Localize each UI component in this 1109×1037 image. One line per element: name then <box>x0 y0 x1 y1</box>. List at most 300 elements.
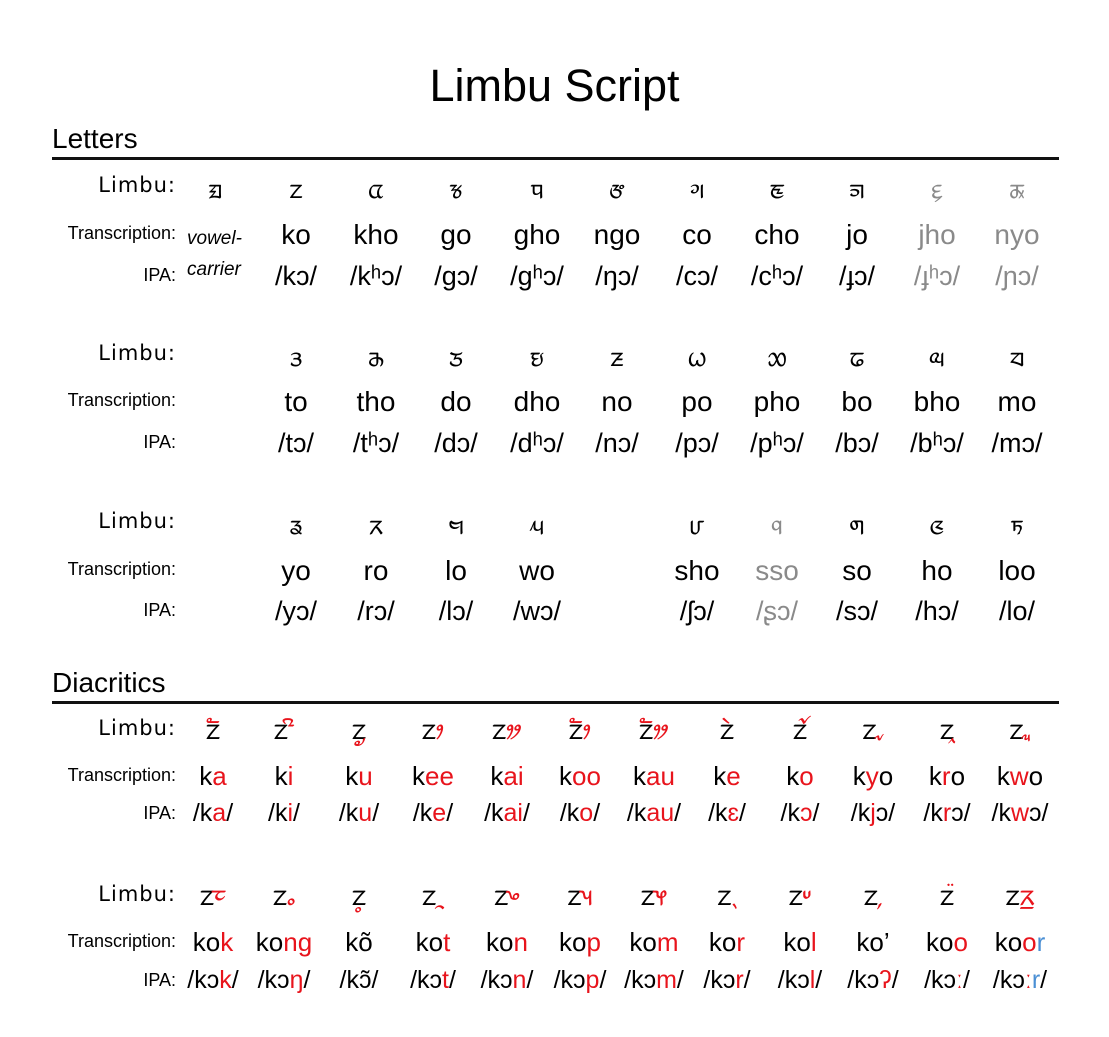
letter-transcription: po <box>681 386 713 417</box>
letter-ipa: /ɲɔ/ <box>995 261 1039 291</box>
letter-transcription: do <box>440 386 472 417</box>
diacritic-example <box>422 878 444 914</box>
diacritics-heading: Diacritics <box>52 667 166 698</box>
diacritic-transcription <box>559 761 601 792</box>
limbu-row-label: Limbu: <box>98 716 176 740</box>
diacritic-ipa <box>992 799 1049 828</box>
limbu-letter: ᤘ <box>530 508 544 541</box>
limbu-letter: ᤜ <box>929 508 945 541</box>
ipa-row-label: IPA: <box>143 600 176 620</box>
transcription-part: r <box>941 761 951 791</box>
transcription-part: k <box>633 761 647 791</box>
transcription-part: o <box>1022 927 1037 957</box>
base-letter: ᤁ <box>939 712 955 747</box>
limbu-row-label: Limbu: <box>98 882 176 906</box>
diacritic-example <box>1005 878 1034 914</box>
diacritic-example <box>789 878 812 914</box>
limbu-letter: ᤄ <box>530 172 544 205</box>
ipa-part: m <box>656 966 677 994</box>
diacritic-mark: ᤥ <box>583 712 592 747</box>
ipa-part: /kɔ <box>410 966 443 994</box>
transcription-part: n <box>513 927 528 957</box>
ipa-part: w <box>1010 799 1030 827</box>
diacritic-ipa <box>851 799 895 828</box>
letter-transcription: ko <box>281 219 311 250</box>
ipa-part: /k <box>268 799 288 827</box>
letter-transcription: bho <box>913 386 961 417</box>
transcription-part: p <box>586 927 601 957</box>
ipa-part: n <box>512 966 527 994</box>
transcription-part: k <box>345 761 359 791</box>
limbu-letter: ᤂ <box>368 172 384 205</box>
ipa-part: au <box>646 799 675 827</box>
diacritic-transcription <box>629 927 678 958</box>
diacritic-ipa <box>554 966 607 995</box>
diacritic-mark: ᤣ <box>436 712 445 747</box>
transcription-part: a <box>212 761 227 791</box>
letters-heading: Letters <box>52 123 138 154</box>
letter-ipa: /wɔ/ <box>512 596 562 626</box>
diacritic-mark: ᤵ <box>581 878 593 913</box>
letter-ipa: /lo/ <box>998 596 1036 626</box>
transcription-part: k <box>412 761 426 791</box>
diacritic-mark: ᤫ <box>1023 712 1031 747</box>
limbu-letter: ᤒ <box>849 340 865 373</box>
letter-ipa: /tʰɔ/ <box>352 428 400 458</box>
ipa-part: /kɔ <box>624 966 657 994</box>
ipa-row-label: IPA: <box>143 970 176 990</box>
letter-transcription: gho <box>513 219 561 250</box>
transcription-part: r <box>736 927 746 957</box>
limbu-letter: ᤆ <box>689 172 705 205</box>
letter-transcription: loo <box>998 555 1036 586</box>
limbu-row-label: Limbu: <box>98 173 176 197</box>
letter-ipa: /mɔ/ <box>991 428 1043 458</box>
transcription-row-label: Transcription: <box>67 559 176 579</box>
limbu-letter: ᤊ <box>1009 172 1025 205</box>
base-letter: ᤁ <box>351 712 367 747</box>
transcription-part: o <box>953 927 968 957</box>
transcription-part: k <box>199 761 213 791</box>
letter-ipa: /yɔ/ <box>274 596 318 626</box>
diacritic-mark: ᤱ <box>287 878 296 913</box>
ipa-part: /k <box>559 799 580 827</box>
ipa-row-label: IPA: <box>143 265 176 285</box>
letter-transcription: dho <box>513 386 561 417</box>
diacritic-example <box>200 878 226 914</box>
transcription-part: ko <box>708 927 737 957</box>
diacritic-mark: ᤴ <box>508 878 520 913</box>
letter-ipa: /hɔ/ <box>915 596 959 626</box>
ipa-part: ʔ <box>879 966 892 994</box>
diacritic-transcription <box>256 927 312 958</box>
diacritic-example <box>793 712 807 748</box>
diacritic-mark: ᤤ <box>506 712 522 747</box>
ipa-part: /kɔ <box>847 966 880 994</box>
limbu-letter: ᤎ <box>530 340 544 373</box>
letter-transcription: tho <box>356 386 396 417</box>
ipa-part: ŋ <box>289 966 304 994</box>
letter-ipa: /ɟʰɔ/ <box>913 261 961 291</box>
limbu-letter: ᤃ <box>449 172 463 205</box>
ipa-part: / <box>446 799 454 827</box>
ipa-part: a <box>212 799 227 827</box>
diacritic-ipa <box>193 799 233 828</box>
diacritic-mark: ᤹ <box>878 878 883 913</box>
transcription-part: r <box>1036 927 1046 957</box>
ipa-part: / <box>738 799 746 827</box>
letter-transcription: pho <box>753 386 801 417</box>
diacritic-transcription <box>997 761 1043 792</box>
base-letter: ᤁ <box>273 712 289 747</box>
transcription-part: k <box>928 761 942 791</box>
transcription-part: ko’ <box>856 927 890 957</box>
ipa-part: r/ <box>1031 966 1048 994</box>
letter-ipa: /gɔ/ <box>434 261 478 291</box>
transcription-part: ko <box>192 927 221 957</box>
ipa-part: r <box>942 799 952 827</box>
base-letter: ᤁ <box>788 878 803 913</box>
limbu-letter: ᤖ <box>369 508 383 541</box>
diacritic-example <box>352 878 366 914</box>
transcription-part: ko <box>629 927 657 957</box>
ipa-part: o <box>579 799 594 827</box>
limbu-row-label: Limbu: <box>98 509 176 533</box>
ipa-part: /kɔ̃/ <box>339 966 379 994</box>
base-letter: ᤁ <box>421 878 437 913</box>
letter-ipa: /dɔ/ <box>434 428 478 458</box>
diacritic-ipa <box>847 966 898 995</box>
letter-transcription: so <box>842 555 872 586</box>
ipa-part: / <box>599 966 607 994</box>
letter-ipa: /cʰɔ/ <box>750 261 804 291</box>
transcription-part: k <box>713 761 727 791</box>
base-letter: ᤁ <box>494 878 509 913</box>
ipa-part: i <box>287 799 294 827</box>
diacritic-example <box>862 712 883 748</box>
transcription-part: ng <box>283 927 313 957</box>
diacritic-example <box>940 712 954 748</box>
letter-transcription: yo <box>281 555 311 586</box>
diacritic-example <box>273 878 295 914</box>
diacritic-transcription <box>633 761 675 792</box>
transcription-part: ko <box>559 927 587 957</box>
diacritic-ipa <box>268 799 300 828</box>
ipa-part: /k <box>850 799 871 827</box>
diacritic-transcription <box>275 761 294 792</box>
letter-ipa: /ʂɔ/ <box>755 596 799 626</box>
transcription-part: ko <box>926 927 954 957</box>
transcription-part: au <box>646 761 675 791</box>
diacritic-ipa <box>484 799 530 828</box>
diacritic-transcription <box>786 761 813 792</box>
transcription-part: ai <box>503 761 524 791</box>
transcription-row-label: Transcription: <box>67 223 176 243</box>
ipa-part: ɛ <box>727 799 739 827</box>
ipa-part: / <box>593 799 601 827</box>
diacritic-example <box>639 712 669 748</box>
limbu-letter: ᤈ <box>849 172 865 205</box>
base-letter: ᤁ <box>567 878 582 913</box>
transcription-part: kõ <box>345 927 373 957</box>
diacritic-ipa <box>413 799 453 828</box>
base-letter: ᤁ <box>351 878 367 913</box>
transcription-part: k <box>996 761 1010 791</box>
transcription-part: u <box>358 761 373 791</box>
diacritic-transcription <box>929 761 965 792</box>
base-letter: ᤁ <box>863 878 879 913</box>
letter-transcription: ho <box>921 555 953 586</box>
transcription-part: e <box>726 761 741 791</box>
letters-divider <box>52 157 1059 160</box>
diacritic-example <box>720 712 734 748</box>
ipa-part: /kɔ <box>553 966 586 994</box>
base-letter: ᤁ <box>1009 712 1024 747</box>
diacritic-transcription <box>709 927 745 958</box>
base-letter: ᤁ <box>719 712 735 747</box>
transcription-row-label: Transcription: <box>67 765 176 785</box>
diacritic-ipa <box>624 966 684 995</box>
transcription-part: i <box>287 761 294 791</box>
ipa-part: ɔ/ <box>1029 799 1049 827</box>
letter-transcription: nyo <box>994 219 1040 250</box>
limbu-letter: ᤔ <box>1009 340 1025 373</box>
base-letter: ᤁ <box>272 878 288 913</box>
ipa-part: /kɔ <box>992 966 1025 994</box>
transcription-part: k <box>274 761 288 791</box>
ipa-part: t <box>442 966 449 994</box>
base-letter: ᤁ <box>640 878 655 913</box>
ipa-part: / <box>372 799 380 827</box>
letter-transcription: sso <box>755 555 799 586</box>
diacritic-ipa <box>560 799 600 828</box>
diacritic-ipa <box>993 966 1047 995</box>
letter-ipa: /dʰɔ/ <box>510 428 564 458</box>
transcription-part: ko <box>255 927 284 957</box>
diacritic-example <box>567 878 592 914</box>
ipa-part: / <box>743 966 751 994</box>
diacritic-transcription <box>193 927 233 958</box>
diacritic-mark: ᤰ <box>214 878 227 913</box>
diacritic-transcription <box>853 761 893 792</box>
ipa-part: / <box>962 966 970 994</box>
transcription-part: ko <box>783 927 811 957</box>
letter-transcription: wo <box>519 555 555 586</box>
letter-ipa: /sɔ/ <box>835 596 879 626</box>
diacritic-ipa <box>778 966 822 995</box>
limbu-letter: ᤋ <box>289 340 303 373</box>
transcription-part: ko <box>994 927 1023 957</box>
transcription-part: k <box>220 927 234 957</box>
transcription-part: k <box>852 761 866 791</box>
ipa-part: ai <box>503 799 523 827</box>
diacritic-ipa <box>339 799 379 828</box>
diacritic-transcription <box>490 761 523 792</box>
ipa-part: / <box>891 966 899 994</box>
transcription-part: o <box>878 761 894 791</box>
ipa-part: p <box>585 966 600 994</box>
ipa-row-label: IPA: <box>143 803 176 823</box>
ipa-part: / <box>674 799 682 827</box>
ipa-row-label: IPA: <box>143 432 176 452</box>
base-letter: ᤁ <box>862 712 877 747</box>
base-letter: ᤁ <box>1005 878 1020 913</box>
letter-ipa: /pɔ/ <box>675 428 719 458</box>
ipa-part: /kɔ <box>703 966 736 994</box>
vowel-carrier-note: carrier <box>187 259 241 280</box>
transcription-part: m <box>656 927 679 957</box>
letter-transcription: sho <box>674 555 720 586</box>
transcription-part: ko <box>415 927 444 957</box>
diacritic-example <box>864 878 882 914</box>
letter-ipa: /gʰɔ/ <box>510 261 564 291</box>
ipa-part: /k <box>484 799 504 827</box>
letter-ipa: /kʰɔ/ <box>349 261 403 291</box>
letter-ipa: /ʃɔ/ <box>679 596 715 626</box>
ipa-part: / <box>226 799 234 827</box>
transcription-part: k <box>786 761 800 791</box>
diacritic-mark: ᤡ <box>288 712 295 747</box>
transcription-part: l <box>810 927 817 957</box>
transcription-part: ee <box>425 761 454 791</box>
diacritic-ipa <box>410 966 456 995</box>
diacritic-transcription <box>995 927 1046 958</box>
ipa-part: ː <box>956 966 963 994</box>
diacritic-ipa <box>703 966 750 995</box>
diacritic-transcription <box>856 927 889 958</box>
ipa-part: / <box>526 966 534 994</box>
limbu-letter: ᤕ <box>289 508 303 541</box>
transcription-part: o <box>1028 761 1044 791</box>
limbu-letter: ᤝ <box>1010 508 1024 541</box>
transcription-part: o <box>950 761 966 791</box>
letter-transcription: lo <box>445 555 467 586</box>
letter-ipa: /ɟɔ/ <box>838 261 876 291</box>
letter-ipa: /cɔ/ <box>675 261 719 291</box>
diacritic-example <box>940 878 954 914</box>
transcription-part: ko <box>486 927 514 957</box>
limbu-letter: ᤙ <box>689 508 705 541</box>
diacritic-example <box>641 878 668 914</box>
base-letter: ᤁ <box>792 712 808 747</box>
ipa-part: ɔ/ <box>875 799 896 827</box>
ipa-part: j <box>870 799 876 827</box>
vowel-carrier-note: vowel- <box>187 228 242 249</box>
limbu-letter: ᤚ <box>771 508 783 541</box>
diacritic-transcription <box>345 761 372 792</box>
limbu-row-label: Limbu: <box>98 341 176 365</box>
ipa-part: ː <box>1024 966 1032 994</box>
diacritic-transcription <box>486 927 528 958</box>
diacritic-mark: ᤷ <box>731 878 737 913</box>
ipa-part: /k <box>338 799 359 827</box>
diacritic-transcription <box>416 927 451 958</box>
ipa-part: /kɔ <box>257 966 290 994</box>
ipa-part: /kɔ <box>187 966 220 994</box>
diacritic-transcription <box>559 927 601 958</box>
limbu-letter: ᤇ <box>769 172 785 205</box>
ipa-part: /kɔ <box>480 966 513 994</box>
diacritic-mark: ᤳ <box>436 878 445 913</box>
ipa-part: /k <box>991 799 1011 827</box>
letter-transcription: go <box>440 219 472 250</box>
base-letter: ᤁ <box>421 712 437 747</box>
transcription-part: o <box>799 761 814 791</box>
letter-ipa: /rɔ/ <box>357 596 395 626</box>
transcription-part: w <box>1009 761 1029 791</box>
transcription-row-label: Transcription: <box>67 931 176 951</box>
transcription-row-label: Transcription: <box>67 390 176 410</box>
diacritic-mark: ᤸ <box>802 878 812 913</box>
diacritic-ipa <box>481 966 534 995</box>
limbu-letter: ᤌ <box>368 340 384 373</box>
limbu-letter: ᤉ <box>931 172 943 205</box>
letter-transcription: kho <box>353 219 399 250</box>
diacritic-ipa <box>187 966 238 995</box>
limbu-letter: ᤛ <box>849 508 865 541</box>
diacritic-example <box>569 712 592 748</box>
diacritic-transcription <box>412 761 454 792</box>
diacritic-example <box>1009 712 1030 748</box>
letter-ipa: /kɔ/ <box>274 261 318 291</box>
letter-ipa: /tɔ/ <box>277 428 315 458</box>
letter-transcription: to <box>284 386 308 417</box>
limbu-letter: ᤀ <box>207 172 223 205</box>
transcription-part: y <box>865 761 879 791</box>
letter-transcription: ngo <box>593 219 641 250</box>
diacritic-mark: ᤶ <box>655 878 668 913</box>
ipa-part: /k <box>923 799 943 827</box>
base-letter: ᤁ <box>717 878 732 913</box>
diacritic-example <box>494 878 520 914</box>
ipa-part: l <box>809 966 816 994</box>
limbu-letter: ᤐ <box>688 340 706 373</box>
diacritics-divider <box>52 701 1059 704</box>
diacritic-transcription <box>926 927 968 958</box>
page-title: Limbu Script <box>429 60 680 111</box>
diacritic-ipa <box>923 799 970 828</box>
diacritic-ipa <box>708 799 746 828</box>
diacritic-transcription <box>783 927 816 958</box>
letter-ipa: /ŋɔ/ <box>595 261 639 291</box>
transcription-part: oo <box>572 761 601 791</box>
ipa-part: u <box>358 799 373 827</box>
ipa-part: / <box>812 799 820 827</box>
letter-transcription: mo <box>997 386 1037 417</box>
diacritic-mark: ᤦ <box>653 712 669 747</box>
letter-ipa: /bɔ/ <box>835 428 879 458</box>
ipa-part: / <box>448 966 456 994</box>
letter-transcription: jo <box>846 219 868 250</box>
ipa-part: / <box>522 799 530 827</box>
diacritic-transcription <box>199 761 226 792</box>
limbu-letter: ᤓ <box>929 340 945 373</box>
base-letter: ᤁ <box>568 712 584 747</box>
ipa-part: /kɔ <box>924 966 957 994</box>
ipa-part: ɔ/ <box>951 799 971 827</box>
limbu-letter: ᤁ <box>289 172 303 205</box>
letter-ipa: /pʰɔ/ <box>750 428 804 458</box>
diacritic-example <box>206 712 220 748</box>
letter-transcription: co <box>682 219 712 250</box>
base-letter: ᤁ <box>939 878 955 913</box>
letter-ipa: /bʰɔ/ <box>910 428 964 458</box>
base-letter: ᤁ <box>492 712 507 747</box>
letter-transcription: no <box>601 386 633 417</box>
diacritic-ipa <box>627 799 681 828</box>
ipa-part: k <box>219 966 232 994</box>
letter-ipa: /lɔ/ <box>438 596 474 626</box>
